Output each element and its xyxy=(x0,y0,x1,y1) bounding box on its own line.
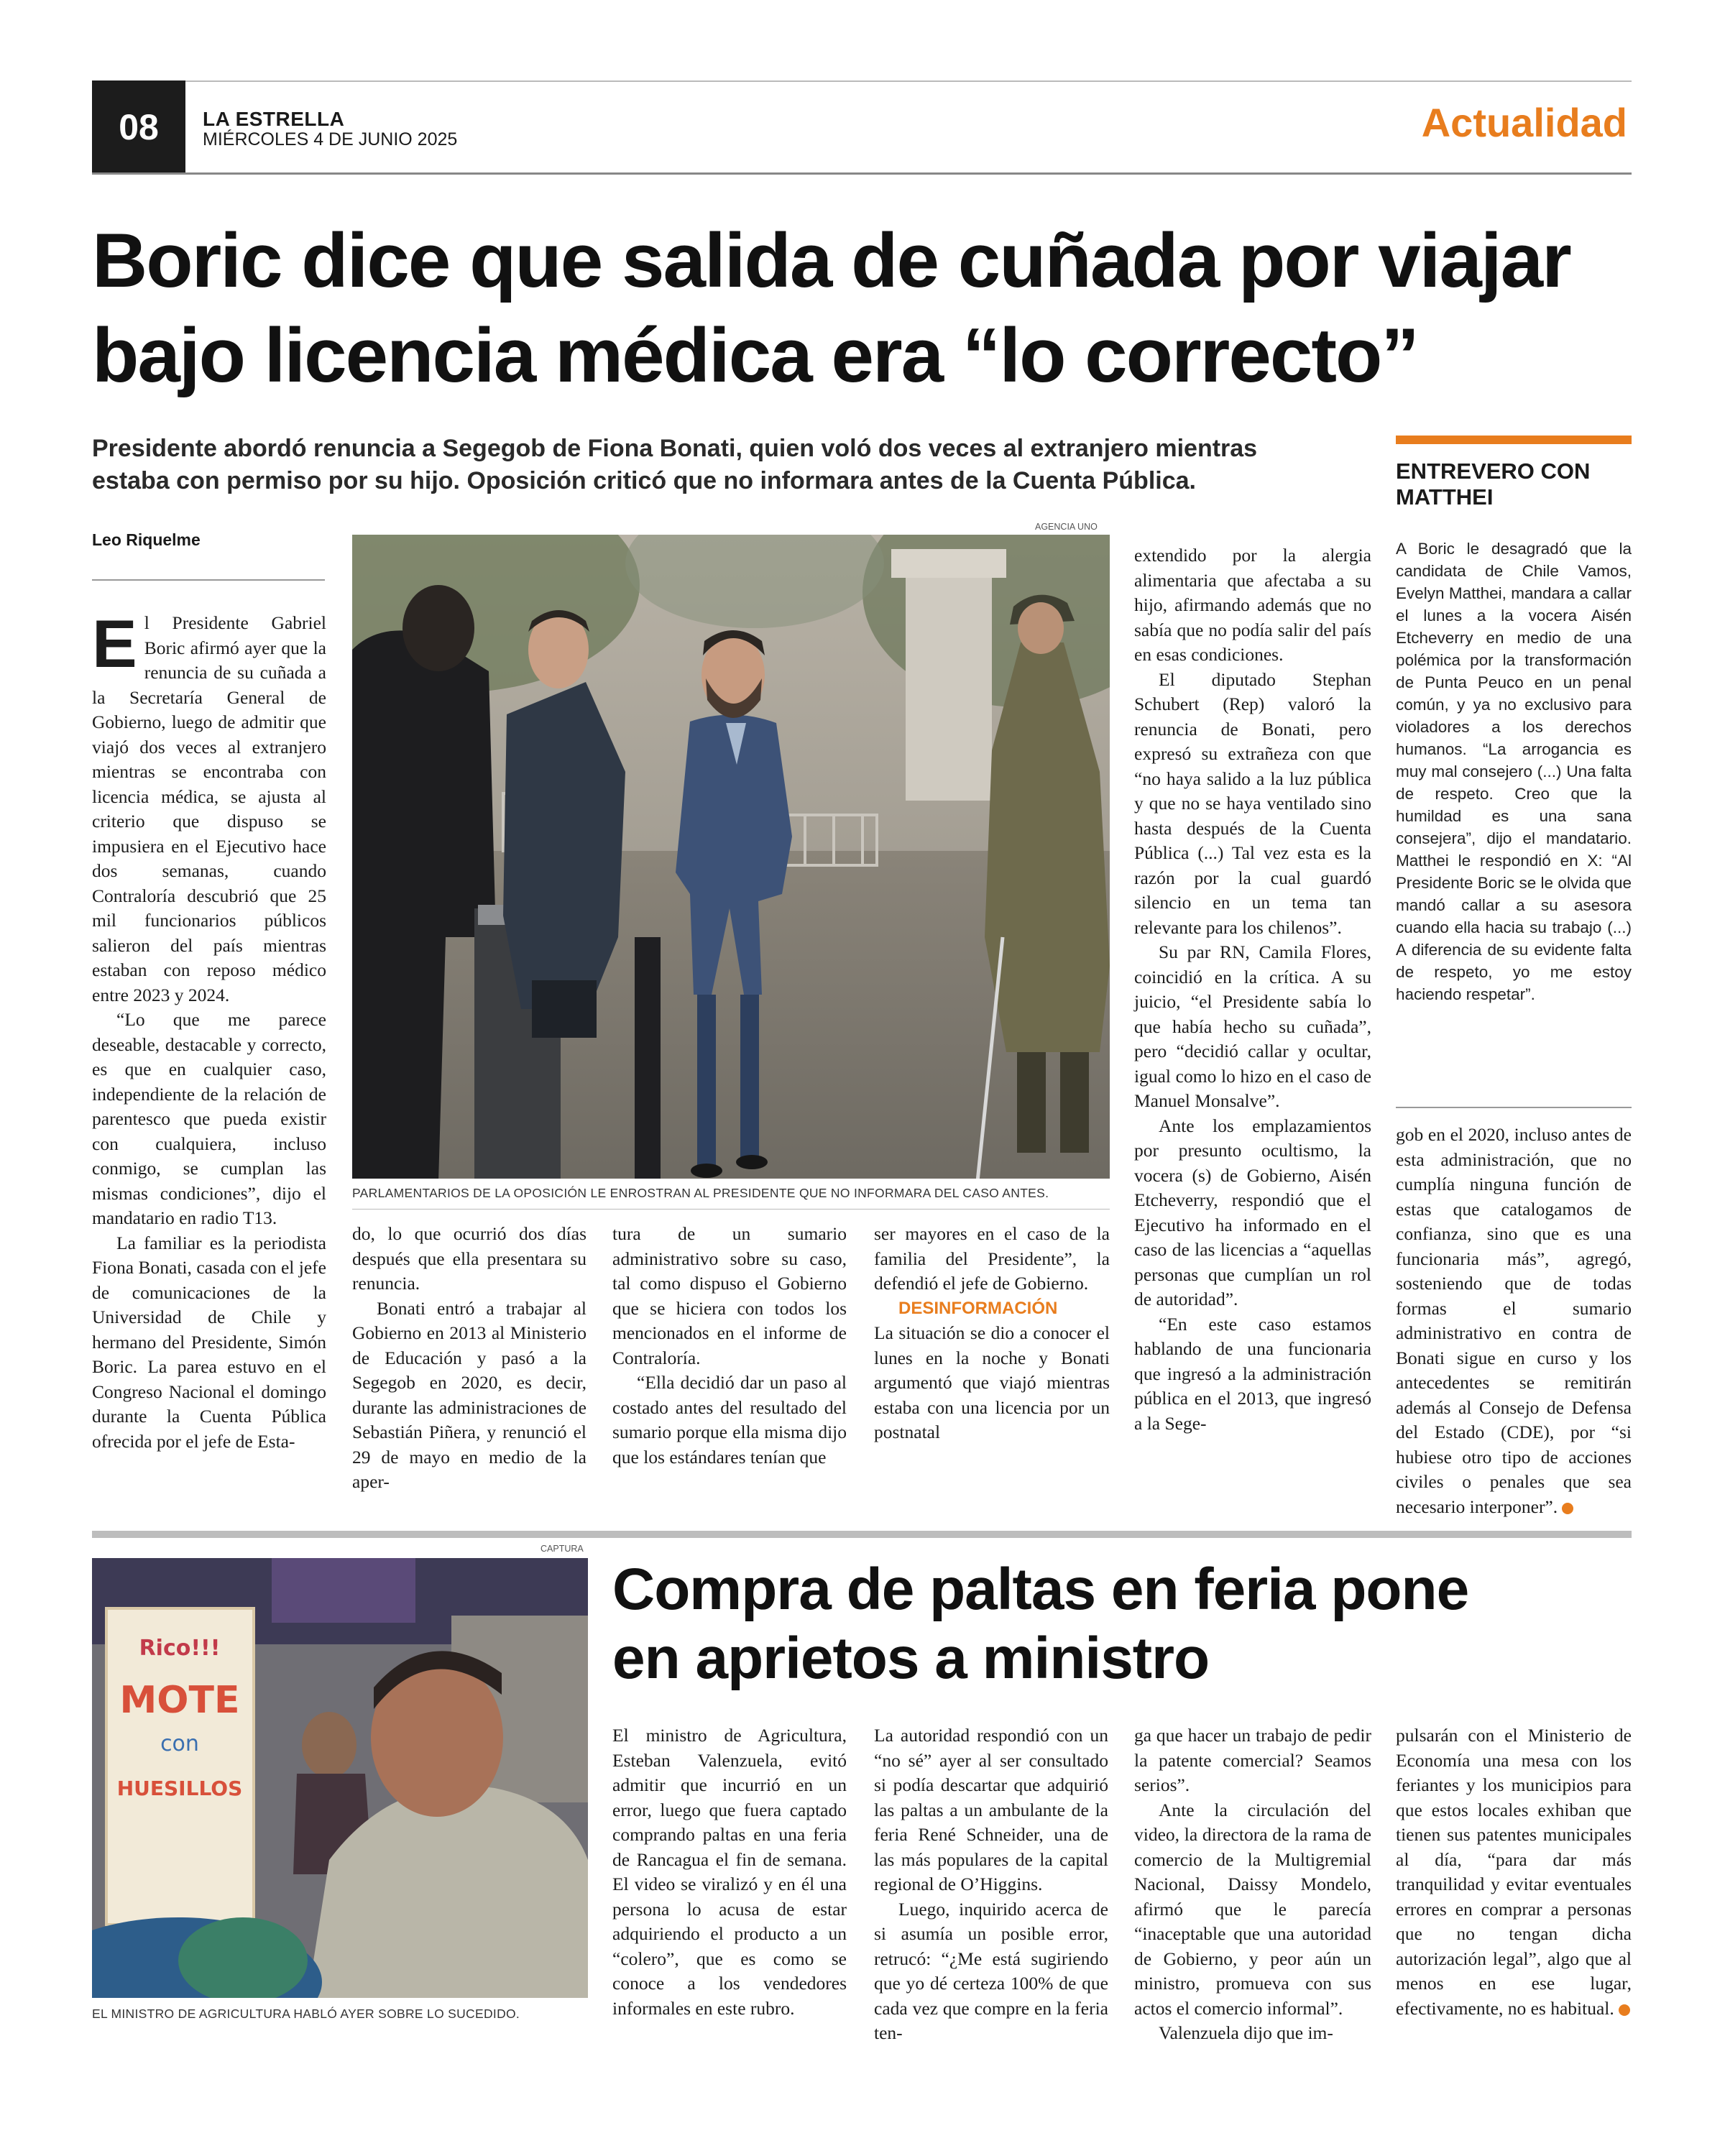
sidebar-title: ENTREVERO CON MATTHEI xyxy=(1396,459,1591,510)
drop-cap: E xyxy=(92,606,137,681)
story1-col5-para1: extendido por la alergia alimentaria que afectaba a su hijo, afirmando además que no sabía que no podía salir del país en esas condiciones. xyxy=(1134,545,1371,665)
story2-photo-svg xyxy=(92,1558,588,1998)
story2-column-3 xyxy=(1134,1723,1371,2046)
story1-col2-para1: do, lo que ocurrió dos días después que ella presentara su renuncia. xyxy=(352,1223,586,1294)
header-top-rule xyxy=(92,80,1632,82)
issue-date: MIÉRCOLES 4 DE JUNIO 2025 xyxy=(203,129,458,149)
photo-credit-story2: CAPTURA xyxy=(540,1544,584,1554)
sidebar-top-rule xyxy=(1396,436,1632,444)
byline-rule xyxy=(92,579,325,581)
story1-col5-para5: “En este caso estamos hablando de una funcionaria que ingresó a la administración pública en el 2013, que ingresó a la Sege- xyxy=(1134,1313,1371,1434)
story1-column-2 xyxy=(352,1222,586,1495)
sidebar-bottom-rule xyxy=(1396,1107,1632,1108)
story2-col2-para1: La autoridad respondió con un “no sé” ayer al ser consultado si podía descartar que adquirió las paltas a un ambulante de la feria René Schneider, una de las más populares de la capital regional de O’Higgins. xyxy=(874,1725,1108,1894)
story2-col4-para1: pulsarán con el Ministerio de Economía una mesa con los feriantes y los municipios para que estos locales exhiban que tienen sus patentes municipales al día, “para dar más tranquilidad y evitar eventuales errores en comprar a personas que no tengan dicha autorización legal”, algo que al menos en ese lugar, efectivamente, no es habitual. xyxy=(1396,1725,1632,2019)
story2-photo-caption: EL MINISTRO DE AGRICULTURA HABLÓ AYER SOBRE LO SUCEDIDO. xyxy=(92,2007,520,2021)
story1-col5-para3: Su par RN, Camila Flores, coincidió en la crítica. A su juicio, “el Presidente sabía lo que había hecho su cuñada”, pero “decidió callar y ocultar, igual como lo hizo en el caso de Manuel Monsalve”. xyxy=(1134,941,1371,1111)
story1-col1-para3: La familiar es la periodista Fiona Bonati, casada con el jefe de comunicaciones de la Universidad de Chile y hermano del Presidente, Simón Boric. La parea estuvo en el Congreso Nacional el domingo durante la Cuenta Pública ofrecida por el jefe de Esta- xyxy=(92,1232,326,1452)
section-label: Actualidad xyxy=(1421,100,1627,145)
story1-col6-para1: gob en el 2020, incluso antes de esta administración, que no cumplía ninguna función de estas que catalogamos de confianza, sino que es una funcionaria más”, agregó, sosteniendo que de todas formas el sumario administrativo en contra de Bonati sigue en curso y los antecedentes se remitirán además al Consejo de Defensa del Estado (CDE), por “si hubiese otro tipo de acciones civiles o penales que sea necesario interponer”. xyxy=(1396,1124,1632,1517)
sign-text-huesillos: HUESILLOS xyxy=(116,1777,243,1800)
header-bottom-rule xyxy=(92,172,1632,175)
story2-photo xyxy=(92,1558,588,1998)
story1-column-5 xyxy=(1134,543,1371,1436)
sidebar-text: A Boric le desagradó que la candidata de Chile Vamos, Evelyn Matthei, mandara a callar el lunes a la vocera Aisén Etcheverry en medio de una polémica por la transformación de Punta Peuco en un penal común, y ya no exclusivo para violadores a los derechos humanos. “La arrogancia es muy mal consejero (...) Una falta de respeto. Creo que la humildad es una sana consejera”, dijo el mandatario. Matthei le respondió en X: “Al Presidente Boric se le olvida que mandó callar a su asesora cuando ella hacia su trabajo (...) A diferencia de su evidente falta de respeto, yo me estoy haciendo respetar”. xyxy=(1396,540,1632,1003)
sign-text-con: con xyxy=(160,1731,199,1756)
story1-col3-para1: tura de un sumario administrativo sobre su caso, tal como dispuso el Gobierno que se hiciera con todos los mencionados en el informe de Contraloría. xyxy=(612,1223,847,1368)
main-photo-caption: PARLAMENTARIOS DE LA OPOSICIÓN LE ENROSTRAN AL PRESIDENTE QUE NO INFORMARA DEL CASO ANTES. xyxy=(352,1186,1049,1200)
byline: Leo Riquelme xyxy=(92,530,201,549)
story2-col1-para1: El ministro de Agricultura, Esteban Valenzuela, evitó admitir que incurrió en un error, luego que fuera captado comprando paltas en una feria de Rancagua el fin de semana. El video se viralizó y en él una persona lo acusa de estar adquiriendo el producto a un “colero”, que es como se conoce a los vendedores informales en este rubro. xyxy=(612,1725,847,2019)
end-mark-icon xyxy=(1562,1503,1573,1514)
sign-text-mote: MOTE xyxy=(119,1679,240,1722)
story1-col3-para2: “Ella decidió dar un paso al costado antes del resultado del sumario porque ella misma dijo que los estándares tenían que xyxy=(612,1372,847,1468)
story1-col5-para4: Ante los emplazamientos por presunto ocultismo, la vocera (s) de Gobierno, Aisén Etcheverry, respondió que el Ejecutivo ha informado en el caso de las licencias a “aquellas personas que cumplían un rol de autoridad”. xyxy=(1134,1115,1371,1309)
main-headline: Boric dice que salida de cuñada por viajar bajo licencia médica era “lo correcto” xyxy=(92,217,1570,398)
main-photo xyxy=(352,535,1110,1179)
story1-col1-para2: “Lo que me parece deseable, destacable y correcto, es que en cualquier caso, independiente de la relación de parentesco que pueda existir con cualquiera, incluso conmigo, se cumplan las mismas condiciones”, dijo el mandatario en radio T13. xyxy=(92,1009,326,1228)
story2-column-2 xyxy=(874,1723,1108,2046)
story1-column-6 xyxy=(1396,1123,1632,1519)
story1-col4-para2: La situación se dio a conocer el lunes en la noche y Bonati argumentó que viajó mientras estaba con una licencia por un postnatal xyxy=(874,1322,1110,1442)
story2-headline: Compra de paltas en feria pone en aprietos a ministro xyxy=(612,1557,1469,1691)
story2-col2-para2: Luego, inquirido acerca de si asumía un posible error, retrucó: “¿Me está sugiriendo que yo dé certeza 100% de que cada vez que compre en la feria ten- xyxy=(874,1898,1108,2043)
story1-col1-para1: l Presidente Gabriel Boric afirmó ayer que la renuncia de su cuñada a la Secretaría General de Gobierno, luego de admitir que viajó dos veces al extranjero mientras se encontraba con licencia médica, se ajusta al criterio que dispuso se impusiera en el Ejecutivo hace dos semanas, cuando Contraloría descubrió que 25 mil funcionarios públicos salieron del país mientras estaban con reposo médico entre 2023 y 2024. xyxy=(92,612,326,1005)
main-photo-svg xyxy=(352,535,1110,1179)
story2-col3-para2: Ante la circulación del video, la directora de la rama de comercio de la Multigremial Nacional, Daissy Mondelo, afirmó que le parecía “inaceptable que una autoridad de Gobierno, y peor aún un ministro, promueva con sus actos el comercio informal”. xyxy=(1134,1799,1371,2019)
sign-text-rico: Rico!!! xyxy=(139,1636,221,1661)
story2-column-1 xyxy=(612,1723,847,2021)
story1-column-3 xyxy=(612,1222,847,1470)
subhead-desinformacion: DESINFORMACIÓN xyxy=(898,1298,1058,1318)
story-deck: Presidente abordó renuncia a Segegob de Fiona Bonati, quien voló dos veces al extranjero mientras estaba con permiso por su hijo. Oposición criticó que no informara antes de la Cuenta Pública. xyxy=(92,435,1258,494)
story1-col4-para1: ser mayores en el caso de la familia del Presidente”, la defendió el jefe de Gobierno. xyxy=(874,1223,1110,1294)
caption-rule xyxy=(352,1209,1110,1210)
story2-col3-para3: Valenzuela dijo que im- xyxy=(1159,2022,1333,2043)
story2-col3-para1: ga que hacer un trabajo de pedir la patente comercial? Seamos serios”. xyxy=(1134,1725,1371,1795)
story1-col2-para2: Bonati entró a trabajar al Gobierno en 2013 al Ministerio de Educación y pasó a la Segegob en 2020, es decir, durante las administraciones de Sebastián Piñera, y renunció el 29 de mayo en medio de la aper- xyxy=(352,1297,586,1492)
story1-column-4 xyxy=(874,1222,1110,1445)
story2-column-4 xyxy=(1396,1723,1632,2021)
publication-name: LA ESTRELLA xyxy=(203,108,345,130)
page-number: 08 xyxy=(119,107,159,147)
story2-top-rule xyxy=(92,1531,1632,1538)
page-number-box xyxy=(92,80,185,174)
story1-col5-para2: El diputado Stephan Schubert (Rep) valoró la renuncia de Bonati, pero expresó su extrañeza con que “no haya salido a la luz pública y que no se haya ventilado sino hasta después de la Cuenta Pública (...) Tal vez esta es la razón por la cual guardó silencio en un tema tan relevante para los chilenos”. xyxy=(1134,668,1371,938)
end-mark-icon xyxy=(1619,2004,1630,2016)
photo-credit-main: AGENCIA UNO xyxy=(1035,522,1098,532)
story1-column-1 xyxy=(92,606,326,1454)
